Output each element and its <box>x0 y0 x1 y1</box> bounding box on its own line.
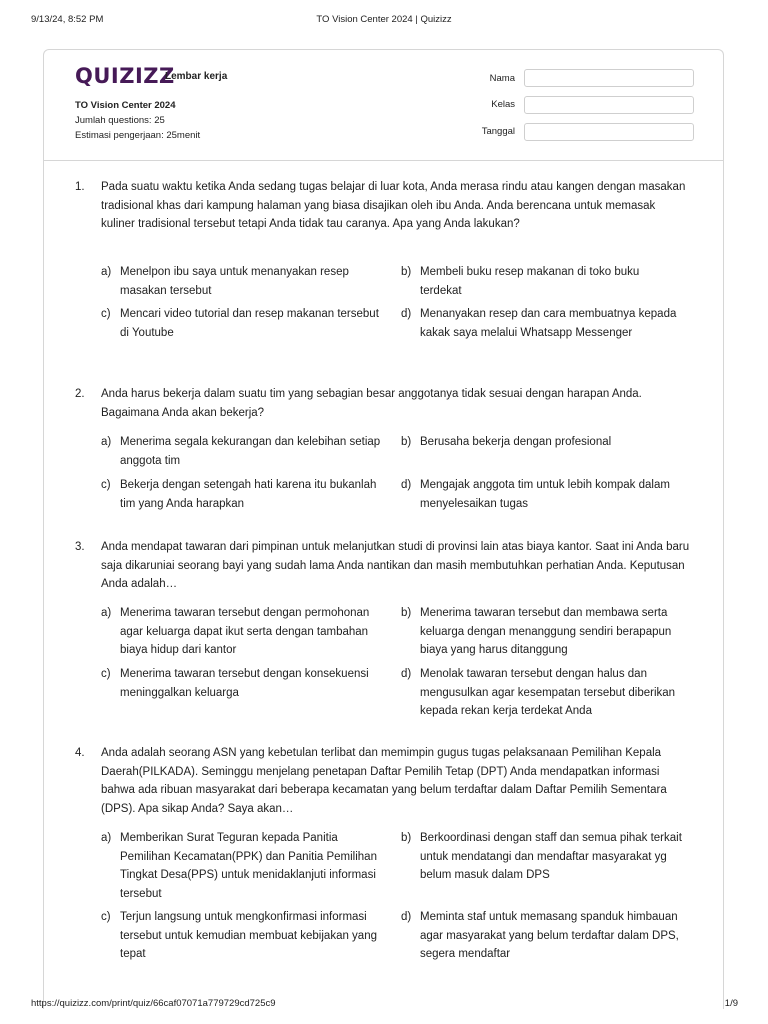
quizizz-logo: QUIZIZZ <box>75 64 175 88</box>
worksheet-header <box>44 50 723 161</box>
estimated-time: Estimasi pengerjaan: 25menit <box>75 130 201 141</box>
print-url[interactable]: https://quizizz.com/print/quiz/66caf07071a779729cd725c9 <box>31 998 276 1009</box>
question-text: Anda adalah seorang ASN yang kebetulan terlibat dan memimpin gugus tugas pelaksanaan Pemilihan Kepala Daerah(PILKADA). Seminggu menjelang penetapan Daftar Pemilih Tetap (DPT) Anda mendapatkan informasi bahwa ada ribuan masyarakat dari beberapa kecamatan yang belum terdaftar dalam Daftar Pemilih Sementara (DPS). Apa sikap Anda? Saya akan… <box>101 747 667 815</box>
option-text: Membeli buku resep makanan di toko buku terdekat <box>420 266 640 297</box>
option-letter: a) <box>101 832 112 844</box>
option-text: Meminta staf untuk memasang spanduk himbauan agar masyarakat yang belum terdaftar dalam DPS, segera mendaftar <box>420 911 679 960</box>
option-text: Berkoordinasi dengan staff dan semua pihak terkait untuk mendatangi dan mendaftar masyarakat yg belum masuk dalam DPS <box>420 832 682 881</box>
option-letter: c) <box>101 911 111 923</box>
option-text: Bekerja dengan setengah hati karena itu bukanlah tim yang Anda harapkan <box>120 479 377 510</box>
print-footer <box>0 998 768 1012</box>
question-number: 1. <box>75 181 85 193</box>
date-label: Tanggal <box>481 126 515 137</box>
option-letter: c) <box>101 308 111 320</box>
option-letter: b) <box>401 832 412 844</box>
question-text: Anda mendapat tawaran dari pimpinan untuk melanjutkan studi di provinsi lain atas biaya kantor. Saat ini Anda baru saja dikaruniai seorang bayi yang sudah lama Anda nantikan dan masih membutuhkan perhatian Anda. Keputusan Anda adalah… <box>101 541 690 590</box>
class-label: Kelas <box>491 99 515 110</box>
option-letter: d) <box>401 668 412 680</box>
questions-count: Jumlah questions: 25 <box>75 115 165 126</box>
option-letter: d) <box>401 308 412 320</box>
option-text: Menelpon ibu saya untuk menanyakan resep masakan tersebut <box>120 266 349 297</box>
option-text: Menerima segala kekurangan dan kelebihan setiap anggota tim <box>120 436 381 467</box>
option-text: Menerima tawaran tersebut dengan permohonan agar keluarga dapat ikut serta dengan tambahan biaya hidup dari kantor <box>120 607 370 656</box>
print-datetime: 9/13/24, 8:52 PM <box>31 14 104 25</box>
option-letter: a) <box>101 607 112 619</box>
worksheet-sheet <box>43 49 724 1009</box>
date-field[interactable] <box>524 123 694 141</box>
option-letter: b) <box>401 266 412 278</box>
worksheet-subtitle: Lembar kerja <box>165 71 228 82</box>
option-letter: d) <box>401 479 412 491</box>
option-text: Berusaha bekerja dengan profesional <box>420 436 612 448</box>
option-letter: c) <box>101 479 111 491</box>
option-text: Menerima tawaran tersebut dan membawa serta keluarga dengan menanggung sendiri berapapun biaya yang harus ditanggung <box>420 607 672 656</box>
print-page-number: 1/9 <box>724 998 738 1009</box>
option-text: Menolak tawaran tersebut dengan halus dan mengusulkan agar kesempatan tersebut diberikan kepada rekan kerja terdekat Anda <box>420 668 676 717</box>
question-number: 2. <box>75 388 85 400</box>
question-number: 3. <box>75 541 85 553</box>
option-letter: d) <box>401 911 412 923</box>
option-letter: b) <box>401 436 412 448</box>
question-number: 4. <box>75 747 85 759</box>
name-field[interactable] <box>524 69 694 87</box>
print-page-title: TO Vision Center 2024 | Quizizz <box>316 14 452 25</box>
option-text: Menanyakan resep dan cara membuatnya kepada kakak saya melalui Whatsapp Messenger <box>420 308 677 339</box>
option-letter: a) <box>101 436 112 448</box>
class-field[interactable] <box>524 96 694 114</box>
name-label: Nama <box>489 73 515 84</box>
option-text: Menerima tawaran tersebut dengan konsekuensi meninggalkan keluarga <box>120 668 369 699</box>
option-letter: a) <box>101 266 112 278</box>
option-text: Mengajak anggota tim untuk lebih kompak dalam menyelesaikan tugas <box>420 479 670 510</box>
option-text: Terjun langsung untuk mengkonfirmasi informasi tersebut untuk kemudian membuat kebijakan yang tepat <box>120 911 377 960</box>
question-text: Anda harus bekerja dalam suatu tim yang sebagian besar anggotanya tidak sesuai dengan harapan Anda. Bagaimana Anda akan bekerja? <box>101 388 642 419</box>
option-letter: b) <box>401 607 412 619</box>
option-text: Mencari video tutorial dan resep makanan tersebut di Youtube <box>120 308 379 339</box>
question-text: Pada suatu waktu ketika Anda sedang tugas belajar di luar kota, Anda merasa rindu atau kangen dengan masakan tradisional khas dari kampung halaman yang biasa disajikan oleh ibu Anda. Anda berencana untuk memasak kuliner tradisional tersebut tetapi Anda tidak tau caranya. Apa yang Anda lakukan? <box>101 181 686 230</box>
option-letter: c) <box>101 668 111 680</box>
print-header <box>0 14 768 28</box>
quiz-title: TO Vision Center 2024 <box>75 100 176 111</box>
option-text: Memberikan Surat Teguran kepada Panitia Pemilihan Kecamatan(PPK) dan Panitia Pemilihan Tingkat Desa(PPS) untuk menidaklanjuti informasi tersebut <box>120 832 377 900</box>
